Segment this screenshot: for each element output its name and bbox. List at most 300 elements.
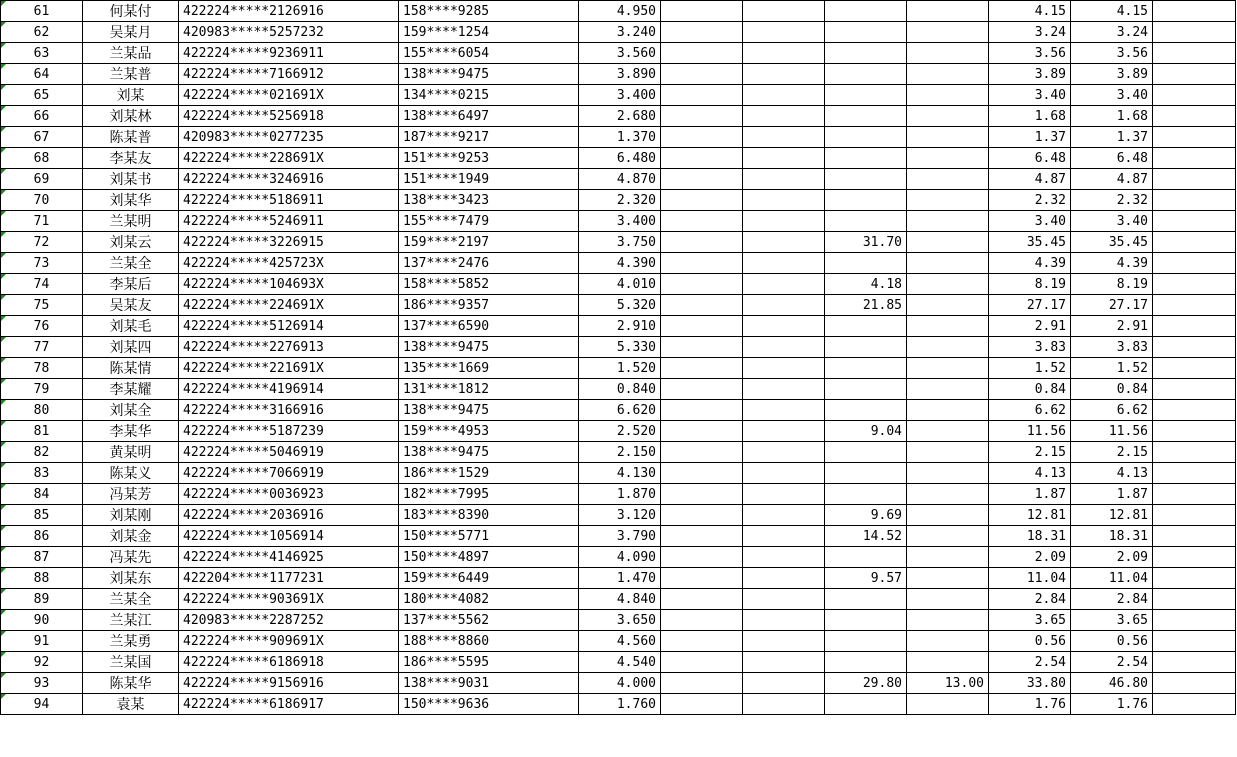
name-cell[interactable]: 兰某江: [83, 610, 179, 631]
id-number-cell[interactable]: 422224*****9156916: [179, 673, 399, 694]
amount-d-cell[interactable]: 3.24: [1071, 22, 1153, 43]
empty-cell[interactable]: [661, 148, 743, 169]
area-cell[interactable]: 4.560: [579, 631, 661, 652]
amount-b-cell[interactable]: [907, 190, 989, 211]
area-cell[interactable]: 4.870: [579, 169, 661, 190]
amount-b-cell[interactable]: [907, 64, 989, 85]
id-number-cell[interactable]: 422224*****2036916: [179, 505, 399, 526]
empty-cell[interactable]: [1153, 547, 1236, 568]
phone-cell[interactable]: 155****7479: [399, 211, 579, 232]
amount-d-cell[interactable]: 6.62: [1071, 400, 1153, 421]
name-cell[interactable]: 何某付: [83, 1, 179, 22]
empty-cell[interactable]: [661, 295, 743, 316]
empty-cell[interactable]: [743, 463, 825, 484]
area-cell[interactable]: 3.400: [579, 85, 661, 106]
empty-cell[interactable]: [743, 400, 825, 421]
empty-cell[interactable]: [1153, 295, 1236, 316]
area-cell[interactable]: 3.400: [579, 211, 661, 232]
empty-cell[interactable]: [1153, 190, 1236, 211]
empty-cell[interactable]: [1153, 43, 1236, 64]
row-number-cell[interactable]: 89: [1, 589, 83, 610]
area-cell[interactable]: 2.520: [579, 421, 661, 442]
amount-c-cell[interactable]: 2.54: [989, 652, 1071, 673]
amount-d-cell[interactable]: 2.09: [1071, 547, 1153, 568]
amount-c-cell[interactable]: 35.45: [989, 232, 1071, 253]
amount-c-cell[interactable]: 4.87: [989, 169, 1071, 190]
phone-cell[interactable]: 159****2197: [399, 232, 579, 253]
row-number-cell[interactable]: 76: [1, 316, 83, 337]
empty-cell[interactable]: [661, 463, 743, 484]
amount-b-cell[interactable]: [907, 127, 989, 148]
area-cell[interactable]: 3.750: [579, 232, 661, 253]
row-number-cell[interactable]: 61: [1, 1, 83, 22]
amount-d-cell[interactable]: 4.13: [1071, 463, 1153, 484]
empty-cell[interactable]: [1153, 400, 1236, 421]
name-cell[interactable]: 李某友: [83, 148, 179, 169]
amount-a-cell[interactable]: [825, 358, 907, 379]
amount-c-cell[interactable]: 1.87: [989, 484, 1071, 505]
empty-cell[interactable]: [743, 253, 825, 274]
name-cell[interactable]: 李某耀: [83, 379, 179, 400]
row-number-cell[interactable]: 84: [1, 484, 83, 505]
empty-cell[interactable]: [743, 295, 825, 316]
amount-a-cell[interactable]: [825, 484, 907, 505]
amount-c-cell[interactable]: 0.84: [989, 379, 1071, 400]
id-number-cell[interactable]: 422224*****1056914: [179, 526, 399, 547]
id-number-cell[interactable]: 422224*****5187239: [179, 421, 399, 442]
amount-d-cell[interactable]: 3.40: [1071, 211, 1153, 232]
empty-cell[interactable]: [743, 379, 825, 400]
empty-cell[interactable]: [661, 421, 743, 442]
empty-cell[interactable]: [1153, 652, 1236, 673]
empty-cell[interactable]: [661, 673, 743, 694]
empty-cell[interactable]: [1153, 22, 1236, 43]
phone-cell[interactable]: 137****2476: [399, 253, 579, 274]
name-cell[interactable]: 李某华: [83, 421, 179, 442]
area-cell[interactable]: 5.320: [579, 295, 661, 316]
row-number-cell[interactable]: 67: [1, 127, 83, 148]
row-number-cell[interactable]: 91: [1, 631, 83, 652]
amount-d-cell[interactable]: 2.91: [1071, 316, 1153, 337]
empty-cell[interactable]: [1153, 211, 1236, 232]
amount-a-cell[interactable]: [825, 211, 907, 232]
empty-cell[interactable]: [743, 484, 825, 505]
area-cell[interactable]: 1.470: [579, 568, 661, 589]
empty-cell[interactable]: [743, 631, 825, 652]
amount-a-cell[interactable]: [825, 379, 907, 400]
empty-cell[interactable]: [661, 337, 743, 358]
empty-cell[interactable]: [661, 169, 743, 190]
amount-a-cell[interactable]: 29.80: [825, 673, 907, 694]
empty-cell[interactable]: [743, 211, 825, 232]
empty-cell[interactable]: [661, 211, 743, 232]
amount-b-cell[interactable]: [907, 421, 989, 442]
area-cell[interactable]: 1.370: [579, 127, 661, 148]
empty-cell[interactable]: [1153, 253, 1236, 274]
empty-cell[interactable]: [1153, 316, 1236, 337]
empty-cell[interactable]: [1153, 274, 1236, 295]
amount-c-cell[interactable]: 12.81: [989, 505, 1071, 526]
id-number-cell[interactable]: 422224*****6186917: [179, 694, 399, 715]
id-number-cell[interactable]: 422224*****228691X: [179, 148, 399, 169]
row-number-cell[interactable]: 87: [1, 547, 83, 568]
area-cell[interactable]: 1.870: [579, 484, 661, 505]
row-number-cell[interactable]: 72: [1, 232, 83, 253]
area-cell[interactable]: 3.120: [579, 505, 661, 526]
amount-d-cell[interactable]: 2.32: [1071, 190, 1153, 211]
amount-a-cell[interactable]: [825, 169, 907, 190]
empty-cell[interactable]: [743, 1, 825, 22]
empty-cell[interactable]: [743, 232, 825, 253]
name-cell[interactable]: 刘某四: [83, 337, 179, 358]
phone-cell[interactable]: 187****9217: [399, 127, 579, 148]
row-number-cell[interactable]: 63: [1, 43, 83, 64]
empty-cell[interactable]: [661, 1, 743, 22]
amount-d-cell[interactable]: 0.84: [1071, 379, 1153, 400]
phone-cell[interactable]: 186****1529: [399, 463, 579, 484]
row-number-cell[interactable]: 70: [1, 190, 83, 211]
empty-cell[interactable]: [661, 694, 743, 715]
amount-b-cell[interactable]: [907, 274, 989, 295]
area-cell[interactable]: 1.760: [579, 694, 661, 715]
amount-d-cell[interactable]: 3.40: [1071, 85, 1153, 106]
row-number-cell[interactable]: 92: [1, 652, 83, 673]
area-cell[interactable]: 3.240: [579, 22, 661, 43]
amount-c-cell[interactable]: 2.09: [989, 547, 1071, 568]
amount-d-cell[interactable]: 4.39: [1071, 253, 1153, 274]
empty-cell[interactable]: [743, 568, 825, 589]
empty-cell[interactable]: [743, 694, 825, 715]
id-number-cell[interactable]: 422224*****224691X: [179, 295, 399, 316]
empty-cell[interactable]: [661, 568, 743, 589]
phone-cell[interactable]: 138****9475: [399, 442, 579, 463]
amount-c-cell[interactable]: 6.48: [989, 148, 1071, 169]
row-number-cell[interactable]: 62: [1, 22, 83, 43]
amount-b-cell[interactable]: [907, 526, 989, 547]
row-number-cell[interactable]: 77: [1, 337, 83, 358]
amount-b-cell[interactable]: [907, 694, 989, 715]
empty-cell[interactable]: [661, 442, 743, 463]
empty-cell[interactable]: [1153, 526, 1236, 547]
amount-d-cell[interactable]: 3.56: [1071, 43, 1153, 64]
empty-cell[interactable]: [1153, 148, 1236, 169]
phone-cell[interactable]: 150****4897: [399, 547, 579, 568]
empty-cell[interactable]: [661, 106, 743, 127]
amount-b-cell[interactable]: [907, 106, 989, 127]
amount-a-cell[interactable]: 4.18: [825, 274, 907, 295]
empty-cell[interactable]: [1153, 337, 1236, 358]
row-number-cell[interactable]: 81: [1, 421, 83, 442]
phone-cell[interactable]: 135****1669: [399, 358, 579, 379]
row-number-cell[interactable]: 65: [1, 85, 83, 106]
phone-cell[interactable]: 183****8390: [399, 505, 579, 526]
name-cell[interactable]: 吴某友: [83, 295, 179, 316]
name-cell[interactable]: 兰某全: [83, 253, 179, 274]
amount-a-cell[interactable]: [825, 610, 907, 631]
id-number-cell[interactable]: 420983*****0277235: [179, 127, 399, 148]
empty-cell[interactable]: [661, 505, 743, 526]
amount-c-cell[interactable]: 27.17: [989, 295, 1071, 316]
row-number-cell[interactable]: 93: [1, 673, 83, 694]
name-cell[interactable]: 刘某金: [83, 526, 179, 547]
name-cell[interactable]: 冯某先: [83, 547, 179, 568]
empty-cell[interactable]: [661, 22, 743, 43]
amount-c-cell[interactable]: 2.32: [989, 190, 1071, 211]
name-cell[interactable]: 兰某勇: [83, 631, 179, 652]
empty-cell[interactable]: [661, 190, 743, 211]
empty-cell[interactable]: [743, 64, 825, 85]
amount-b-cell[interactable]: [907, 505, 989, 526]
name-cell[interactable]: 兰某国: [83, 652, 179, 673]
empty-cell[interactable]: [743, 589, 825, 610]
amount-b-cell[interactable]: [907, 484, 989, 505]
area-cell[interactable]: 4.000: [579, 673, 661, 694]
amount-d-cell[interactable]: 1.76: [1071, 694, 1153, 715]
row-number-cell[interactable]: 66: [1, 106, 83, 127]
amount-c-cell[interactable]: 2.84: [989, 589, 1071, 610]
empty-cell[interactable]: [661, 631, 743, 652]
name-cell[interactable]: 刘某书: [83, 169, 179, 190]
name-cell[interactable]: 李某后: [83, 274, 179, 295]
row-number-cell[interactable]: 73: [1, 253, 83, 274]
name-cell[interactable]: 兰某全: [83, 589, 179, 610]
amount-c-cell[interactable]: 11.56: [989, 421, 1071, 442]
name-cell[interactable]: 兰某普: [83, 64, 179, 85]
empty-cell[interactable]: [743, 526, 825, 547]
name-cell[interactable]: 刘某华: [83, 190, 179, 211]
amount-a-cell[interactable]: [825, 652, 907, 673]
empty-cell[interactable]: [743, 106, 825, 127]
phone-cell[interactable]: 151****9253: [399, 148, 579, 169]
empty-cell[interactable]: [743, 505, 825, 526]
name-cell[interactable]: 陈某义: [83, 463, 179, 484]
row-number-cell[interactable]: 79: [1, 379, 83, 400]
amount-a-cell[interactable]: [825, 85, 907, 106]
amount-c-cell[interactable]: 3.40: [989, 211, 1071, 232]
id-number-cell[interactable]: 422224*****3246916: [179, 169, 399, 190]
empty-cell[interactable]: [743, 610, 825, 631]
amount-b-cell[interactable]: [907, 400, 989, 421]
phone-cell[interactable]: 137****5562: [399, 610, 579, 631]
phone-cell[interactable]: 159****1254: [399, 22, 579, 43]
row-number-cell[interactable]: 88: [1, 568, 83, 589]
empty-cell[interactable]: [1153, 64, 1236, 85]
amount-c-cell[interactable]: 3.24: [989, 22, 1071, 43]
area-cell[interactable]: 4.950: [579, 1, 661, 22]
id-number-cell[interactable]: 422224*****9236911: [179, 43, 399, 64]
id-number-cell[interactable]: 422224*****903691X: [179, 589, 399, 610]
amount-a-cell[interactable]: 9.04: [825, 421, 907, 442]
area-cell[interactable]: 4.090: [579, 547, 661, 568]
amount-d-cell[interactable]: 3.89: [1071, 64, 1153, 85]
amount-b-cell[interactable]: [907, 253, 989, 274]
id-number-cell[interactable]: 422224*****3166916: [179, 400, 399, 421]
id-number-cell[interactable]: 422224*****5186911: [179, 190, 399, 211]
row-number-cell[interactable]: 86: [1, 526, 83, 547]
empty-cell[interactable]: [1153, 127, 1236, 148]
amount-c-cell[interactable]: 11.04: [989, 568, 1071, 589]
empty-cell[interactable]: [743, 421, 825, 442]
name-cell[interactable]: 袁某: [83, 694, 179, 715]
amount-b-cell[interactable]: [907, 463, 989, 484]
amount-d-cell[interactable]: 1.68: [1071, 106, 1153, 127]
row-number-cell[interactable]: 94: [1, 694, 83, 715]
area-cell[interactable]: 5.330: [579, 337, 661, 358]
phone-cell[interactable]: 155****6054: [399, 43, 579, 64]
amount-d-cell[interactable]: 2.54: [1071, 652, 1153, 673]
empty-cell[interactable]: [661, 589, 743, 610]
id-number-cell[interactable]: 422224*****5126914: [179, 316, 399, 337]
empty-cell[interactable]: [743, 148, 825, 169]
amount-c-cell[interactable]: 1.68: [989, 106, 1071, 127]
amount-c-cell[interactable]: 33.80: [989, 673, 1071, 694]
id-number-cell[interactable]: 422224*****5246911: [179, 211, 399, 232]
amount-b-cell[interactable]: [907, 169, 989, 190]
name-cell[interactable]: 刘某全: [83, 400, 179, 421]
empty-cell[interactable]: [661, 127, 743, 148]
area-cell[interactable]: 3.650: [579, 610, 661, 631]
empty-cell[interactable]: [1153, 85, 1236, 106]
amount-a-cell[interactable]: 9.69: [825, 505, 907, 526]
name-cell[interactable]: 陈某情: [83, 358, 179, 379]
amount-d-cell[interactable]: 12.81: [1071, 505, 1153, 526]
empty-cell[interactable]: [1153, 505, 1236, 526]
row-number-cell[interactable]: 68: [1, 148, 83, 169]
empty-cell[interactable]: [743, 337, 825, 358]
empty-cell[interactable]: [1153, 169, 1236, 190]
id-number-cell[interactable]: 422224*****909691X: [179, 631, 399, 652]
amount-b-cell[interactable]: [907, 547, 989, 568]
empty-cell[interactable]: [1153, 421, 1236, 442]
amount-d-cell[interactable]: 2.15: [1071, 442, 1153, 463]
id-number-cell[interactable]: 422224*****3226915: [179, 232, 399, 253]
id-number-cell[interactable]: 422224*****104693X: [179, 274, 399, 295]
row-number-cell[interactable]: 85: [1, 505, 83, 526]
phone-cell[interactable]: 158****5852: [399, 274, 579, 295]
phone-cell[interactable]: 150****9636: [399, 694, 579, 715]
phone-cell[interactable]: 138****3423: [399, 190, 579, 211]
amount-c-cell[interactable]: 4.15: [989, 1, 1071, 22]
empty-cell[interactable]: [743, 274, 825, 295]
amount-d-cell[interactable]: 27.17: [1071, 295, 1153, 316]
empty-cell[interactable]: [661, 379, 743, 400]
name-cell[interactable]: 兰某明: [83, 211, 179, 232]
amount-b-cell[interactable]: [907, 589, 989, 610]
id-number-cell[interactable]: 422224*****2276913: [179, 337, 399, 358]
row-number-cell[interactable]: 82: [1, 442, 83, 463]
area-cell[interactable]: 2.910: [579, 316, 661, 337]
amount-a-cell[interactable]: [825, 148, 907, 169]
amount-d-cell[interactable]: 1.52: [1071, 358, 1153, 379]
row-number-cell[interactable]: 71: [1, 211, 83, 232]
amount-b-cell[interactable]: [907, 610, 989, 631]
name-cell[interactable]: 刘某林: [83, 106, 179, 127]
name-cell[interactable]: 冯某芳: [83, 484, 179, 505]
amount-c-cell[interactable]: 4.13: [989, 463, 1071, 484]
amount-c-cell[interactable]: 1.52: [989, 358, 1071, 379]
id-number-cell[interactable]: 422224*****0036923: [179, 484, 399, 505]
amount-b-cell[interactable]: [907, 316, 989, 337]
row-number-cell[interactable]: 74: [1, 274, 83, 295]
id-number-cell[interactable]: 422224*****425723X: [179, 253, 399, 274]
amount-b-cell[interactable]: [907, 22, 989, 43]
empty-cell[interactable]: [661, 358, 743, 379]
phone-cell[interactable]: 138****9475: [399, 64, 579, 85]
amount-c-cell[interactable]: 3.65: [989, 610, 1071, 631]
amount-a-cell[interactable]: [825, 64, 907, 85]
phone-cell[interactable]: 138****6497: [399, 106, 579, 127]
empty-cell[interactable]: [743, 358, 825, 379]
phone-cell[interactable]: 150****5771: [399, 526, 579, 547]
empty-cell[interactable]: [661, 652, 743, 673]
phone-cell[interactable]: 158****9285: [399, 1, 579, 22]
area-cell[interactable]: 4.540: [579, 652, 661, 673]
area-cell[interactable]: 2.320: [579, 190, 661, 211]
amount-b-cell[interactable]: [907, 379, 989, 400]
amount-a-cell[interactable]: 9.57: [825, 568, 907, 589]
name-cell[interactable]: 黄某明: [83, 442, 179, 463]
area-cell[interactable]: 1.520: [579, 358, 661, 379]
name-cell[interactable]: 兰某品: [83, 43, 179, 64]
phone-cell[interactable]: 138****9475: [399, 400, 579, 421]
empty-cell[interactable]: [1153, 463, 1236, 484]
amount-d-cell[interactable]: 4.87: [1071, 169, 1153, 190]
id-number-cell[interactable]: 422224*****2126916: [179, 1, 399, 22]
id-number-cell[interactable]: 420983*****2287252: [179, 610, 399, 631]
amount-b-cell[interactable]: [907, 43, 989, 64]
amount-d-cell[interactable]: 0.56: [1071, 631, 1153, 652]
name-cell[interactable]: 吴某月: [83, 22, 179, 43]
area-cell[interactable]: 6.620: [579, 400, 661, 421]
amount-a-cell[interactable]: [825, 1, 907, 22]
empty-cell[interactable]: [661, 526, 743, 547]
empty-cell[interactable]: [661, 316, 743, 337]
amount-a-cell[interactable]: [825, 316, 907, 337]
area-cell[interactable]: 0.840: [579, 379, 661, 400]
area-cell[interactable]: 2.680: [579, 106, 661, 127]
row-number-cell[interactable]: 80: [1, 400, 83, 421]
id-number-cell[interactable]: 422224*****021691X: [179, 85, 399, 106]
row-number-cell[interactable]: 75: [1, 295, 83, 316]
id-number-cell[interactable]: 422224*****4146925: [179, 547, 399, 568]
empty-cell[interactable]: [1153, 589, 1236, 610]
id-number-cell[interactable]: 422224*****6186918: [179, 652, 399, 673]
name-cell[interactable]: 刘某刚: [83, 505, 179, 526]
area-cell[interactable]: 3.790: [579, 526, 661, 547]
empty-cell[interactable]: [661, 43, 743, 64]
amount-c-cell[interactable]: 18.31: [989, 526, 1071, 547]
amount-b-cell[interactable]: [907, 1, 989, 22]
amount-d-cell[interactable]: 8.19: [1071, 274, 1153, 295]
amount-a-cell[interactable]: [825, 43, 907, 64]
id-number-cell[interactable]: 422224*****221691X: [179, 358, 399, 379]
amount-d-cell[interactable]: 11.04: [1071, 568, 1153, 589]
phone-cell[interactable]: 151****1949: [399, 169, 579, 190]
amount-d-cell[interactable]: 6.48: [1071, 148, 1153, 169]
amount-b-cell[interactable]: [907, 358, 989, 379]
empty-cell[interactable]: [1153, 568, 1236, 589]
empty-cell[interactable]: [661, 253, 743, 274]
amount-b-cell[interactable]: [907, 442, 989, 463]
empty-cell[interactable]: [1153, 358, 1236, 379]
amount-d-cell[interactable]: 35.45: [1071, 232, 1153, 253]
phone-cell[interactable]: 186****9357: [399, 295, 579, 316]
empty-cell[interactable]: [1153, 442, 1236, 463]
amount-a-cell[interactable]: [825, 106, 907, 127]
row-number-cell[interactable]: 64: [1, 64, 83, 85]
amount-a-cell[interactable]: 14.52: [825, 526, 907, 547]
amount-b-cell[interactable]: [907, 232, 989, 253]
